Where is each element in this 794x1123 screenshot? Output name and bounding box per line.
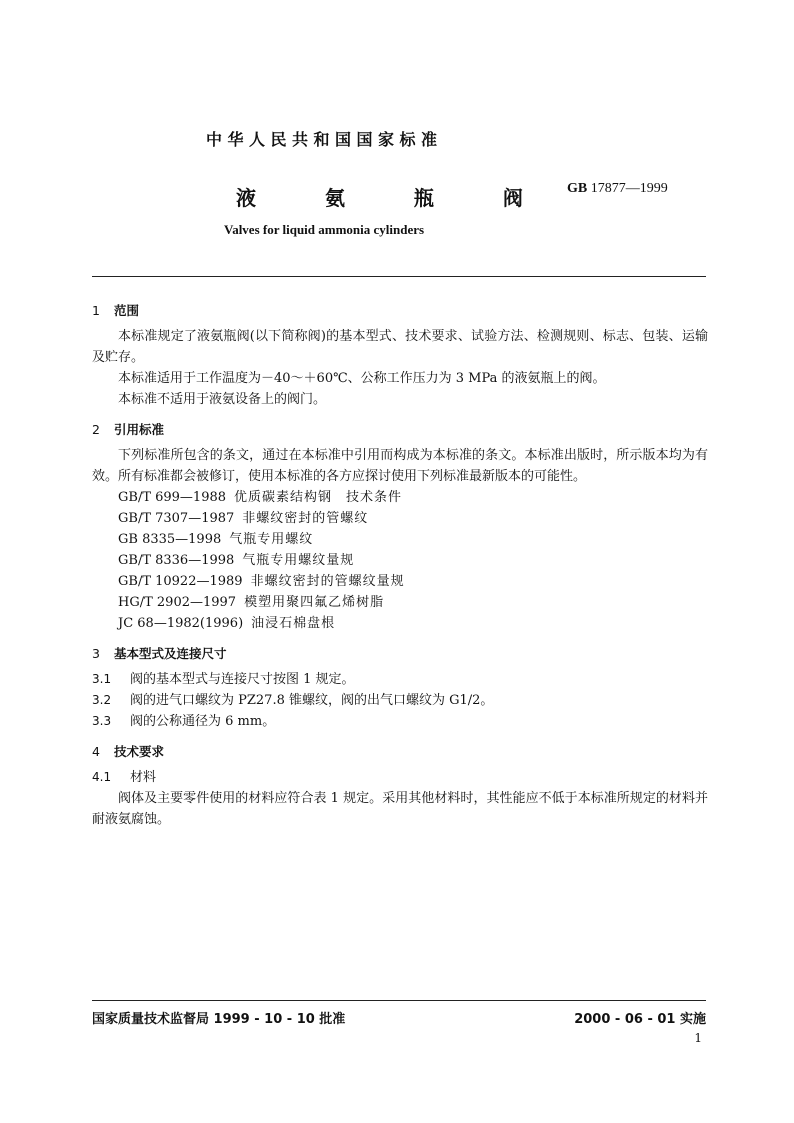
section-heading-2 — [92, 419, 708, 440]
reference-code: GB 8335—1998 — [118, 532, 222, 547]
clause-number: 3.1 — [92, 672, 112, 686]
clause-item — [92, 669, 708, 690]
footer-divider — [92, 1000, 706, 1001]
issuing-body: 中华人民共和国国家标准 — [206, 130, 443, 149]
implementation-date: 2000 - 06 - 01 实施 — [574, 1012, 706, 1027]
clause-item — [92, 711, 708, 732]
approval-line: 国家质量技术监督局 1999 - 10 - 10 批准 — [92, 1012, 346, 1027]
header-divider — [92, 276, 706, 277]
clause-number: 4.1 — [92, 770, 112, 784]
section-number: 1 — [92, 303, 100, 318]
reference-code: GB/T 699—1988 — [118, 490, 227, 505]
reference-title: 优质碳素结构钢 技术条件 — [234, 490, 403, 505]
clause-item — [92, 767, 708, 788]
reference-item — [92, 592, 708, 613]
reference-code: JC 68—1982(1996) — [118, 616, 244, 631]
clause-text: 阀的基本型式与连接尺寸按图 1 规定。 — [130, 672, 355, 687]
document-body — [92, 300, 708, 830]
paragraph: 下列标准所包含的条文，通过在本标准中引用而构成为本标准的条文。本标准出版时，所示版本均为有效。所有标准都会被修订，使用本标准的各方应探讨使用下列标准最新版本的可能性。 — [92, 448, 708, 484]
reference-code: HG/T 2902—1997 — [118, 595, 237, 610]
document-title: 液 氨 瓶 阀 — [236, 186, 554, 210]
reference-item — [92, 487, 708, 508]
reference-code: GB/T 8336—1998 — [118, 553, 235, 568]
section-heading-4 — [92, 741, 708, 762]
standard-prefix: GB — [567, 181, 588, 196]
section-heading-3 — [92, 643, 708, 664]
reference-item — [92, 529, 708, 550]
section-heading-1 — [92, 300, 708, 321]
section-title: 技术要求 — [114, 744, 165, 759]
section-number: 2 — [92, 422, 100, 437]
paragraph: 本标准不适用于液氨设备上的阀门。 — [118, 392, 327, 407]
clause-text: 材料 — [130, 770, 157, 785]
reference-code: GB/T 7307—1987 — [118, 511, 235, 526]
english-title: Valves for liquid ammonia cylinders — [224, 222, 425, 237]
standard-number — [567, 181, 668, 197]
reference-title: 油浸石棉盘根 — [251, 616, 336, 631]
standard-code: 17877—1999 — [590, 181, 668, 196]
paragraph: 本标准规定了液氨瓶阀(以下简称阀)的基本型式、技术要求、试验方法、检测规则、标志、包装、运输及贮存。 — [92, 329, 708, 365]
reference-title: 气瓶专用螺纹量规 — [242, 553, 355, 568]
section-title: 引用标准 — [114, 422, 165, 437]
reference-title: 非螺纹密封的管螺纹 — [242, 511, 369, 526]
section-number: 4 — [92, 744, 100, 759]
reference-code: GB/T 10922—1989 — [118, 574, 243, 589]
reference-item — [92, 613, 708, 634]
reference-item — [92, 550, 708, 571]
paragraph: 本标准适用于工作温度为－40～＋60℃、公称工作压力为 3 MPa 的液氨瓶上的阀。 — [118, 371, 606, 386]
paragraph: 阀体及主要零件使用的材料应符合表 1 规定。采用其他材料时，其性能应不低于本标准所规定的材料并耐液氨腐蚀。 — [92, 791, 708, 827]
section-number: 3 — [92, 646, 100, 661]
reference-title: 气瓶专用螺纹 — [229, 532, 314, 547]
section-title: 范围 — [114, 303, 140, 318]
reference-item — [92, 571, 708, 592]
reference-title: 模塑用聚四氟乙烯树脂 — [244, 595, 385, 610]
clause-number: 3.3 — [92, 714, 112, 728]
clause-text: 阀的公称通径为 6 mm。 — [130, 714, 276, 729]
clause-number: 3.2 — [92, 693, 112, 707]
page-number: 1 — [694, 1031, 702, 1045]
reference-item — [92, 508, 708, 529]
clause-text: 阀的进气口螺纹为 PZ27.8 锥螺纹，阀的出气口螺纹为 G1/2。 — [130, 693, 494, 708]
clause-item — [92, 690, 708, 711]
section-title: 基本型式及连接尺寸 — [114, 646, 227, 661]
reference-title: 非螺纹密封的管螺纹量规 — [250, 574, 405, 589]
